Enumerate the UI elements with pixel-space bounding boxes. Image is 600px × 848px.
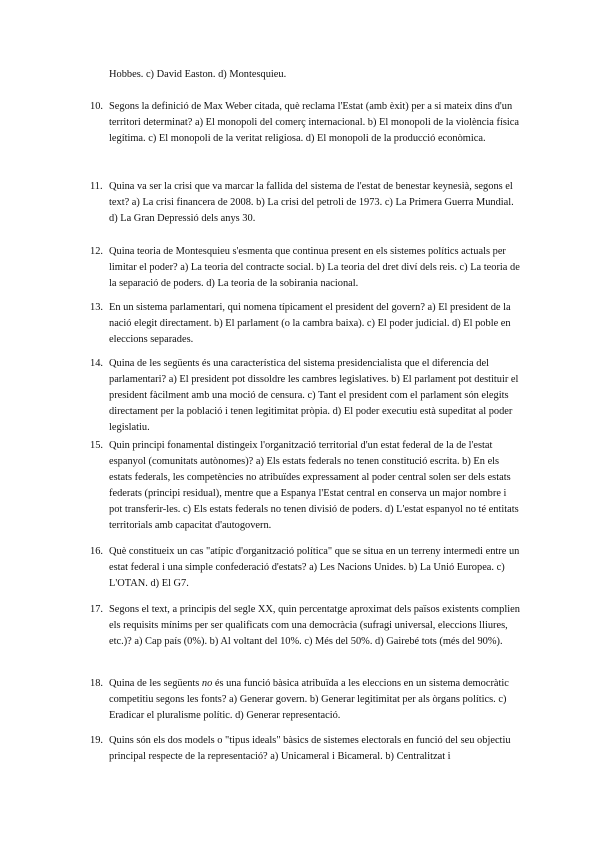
question-11 bbox=[90, 179, 520, 227]
question-10 bbox=[90, 99, 520, 147]
question-13 bbox=[90, 300, 520, 348]
question-16 bbox=[90, 544, 520, 592]
question-number: 17. bbox=[90, 604, 103, 615]
question-9-continuation: Hobbes. c) David Easton. d) Montesquieu. bbox=[109, 69, 287, 80]
question-14 bbox=[90, 356, 520, 436]
question-text: Segons la definició de Max Weber citada, què reclama l'Estat (amb èxit) per a si mateix dins d'un territori determinat? a) El monopoli del comerç internacional. b) El monopoli de la violència física legítima. c) El monopoli de la veritat religiosa. d) El monopoli de la producció econòmica. bbox=[109, 101, 519, 144]
question-number: 10. bbox=[90, 101, 103, 112]
question-text: Quina teoria de Montesquieu s'esmenta que continua present en els sistemes polítics actuals per limitar el poder? a) La teoria del contracte social. b) La teoria del dret diví dels reis. c) La teoria de la separació de poders. d) La teoria de la sobirania nacional. bbox=[109, 246, 520, 289]
question-text: Quins són els dos models o "tipus ideals" bàsics de sistemes electorals en funció del seu objectiu principal respecte de la representació? a) Unicameral i Bicameral. b) Centralitzat i bbox=[109, 735, 511, 762]
question-number: 11. bbox=[90, 181, 103, 192]
emphasis-no: no bbox=[201, 678, 213, 689]
question-15 bbox=[90, 438, 520, 534]
question-19 bbox=[90, 733, 520, 765]
question-text: Què constitueix un cas "atípic d'organització política" que se situa en un terreny intermedi entre un estat federal i una simple confederació d'estats? a) Les Nacions Unides. b) La Unió Europea. c) L'OTAN. d) El G7. bbox=[109, 546, 520, 589]
question-number: 18. bbox=[90, 678, 103, 689]
question-text: Quin principi fonamental distingeix l'organització territorial d'un estat federal de la de l'estat espanyol (comunitats autònomes)? a) Els estats federals no tenen constitució escrita. b) En els estats federals, les competències no atribuïdes expressament al poder central solen ser dels estats federats (principi residual), mentre que a Espanya l'Estat central en conserva un major nombre i pot transferir-les. c) Els estats federals no tenen divisió de poders. d) L'estat espanyol no té entitats territorials amb capacitat d'autogovern. bbox=[109, 440, 519, 531]
question-17 bbox=[90, 602, 520, 650]
question-18 bbox=[90, 676, 520, 724]
question-number: 19. bbox=[90, 735, 103, 746]
question-text-start: Quina de les següents bbox=[109, 678, 202, 689]
question-number: 16. bbox=[90, 546, 103, 557]
question-text bbox=[109, 676, 520, 724]
question-number: 13. bbox=[90, 302, 103, 313]
question-number: 14. bbox=[90, 358, 103, 369]
question-number: 15. bbox=[90, 440, 103, 451]
question-text: Quina de les següents és una característica del sistema presidencialista que el diferencia del parlamentari? a) El president pot dissoldre les cambres legislatives. b) El parlament pot destituir el president fàcilment amb una moció de censura. c) Tant el president com el parlament són elegits directament per la població i tenen legitimitat pròpia. d) El poder executiu està supeditat al poder legislatiu. bbox=[109, 358, 519, 433]
question-text: En un sistema parlamentari, qui nomena típicament el president del govern? a) El president de la nació elegit directament. b) El parlament (o la cambra baixa). c) El poder judicial. d) El poble en eleccions separades. bbox=[109, 302, 511, 345]
question-text: Quina va ser la crisi que va marcar la fallida del sistema de l'estat de benestar keynesià, segons el text? a) La crisi financera de 2008. b) La crisi del petroli de 1973. c) La Primera Guerra Mundial. d) La Gran Depressió dels anys 30. bbox=[109, 181, 514, 224]
question-12 bbox=[90, 244, 520, 292]
question-text-rest: és una funció bàsica atribuïda a les eleccions en un sistema democràtic competitiu segons les fonts? a) Generar govern. b) Generar legitimitat per als òrgans polítics. c) Eradicar el pluralisme polític. d) Generar representació. bbox=[109, 678, 509, 721]
question-text: Segons el text, a principis del segle XX, quin percentatge aproximat dels països existents complien els requisits mínims per ser qualificats com una democràcia (sufragi universal, eleccions lliures, etc.)? a) Cap país (0%). b) Al voltant del 10%. c) Més del 50%. d) Gairebé tots (més del 90%). bbox=[109, 604, 520, 647]
question-number: 12. bbox=[90, 246, 103, 257]
